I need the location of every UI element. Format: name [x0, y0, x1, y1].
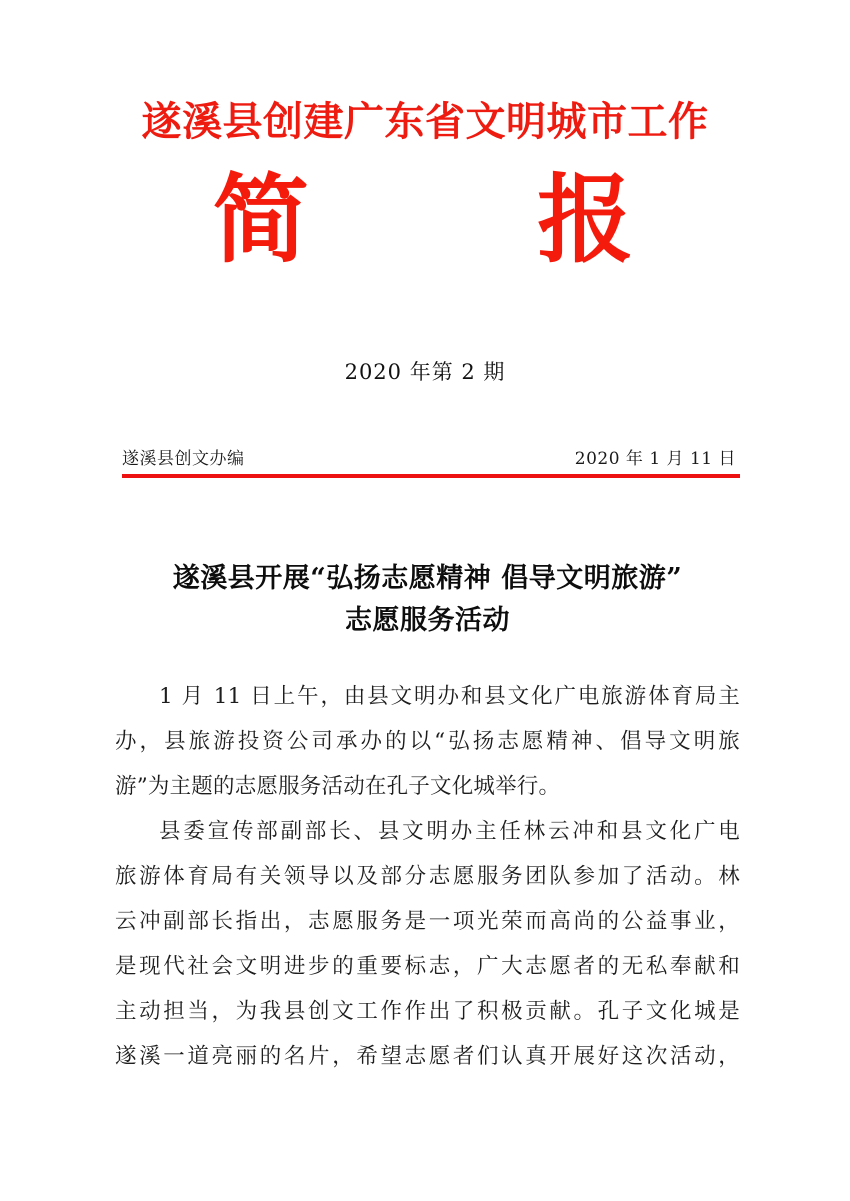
paragraph-line: 旅游体育局有关领导以及部分志愿服务团队参加了活动。林 — [115, 864, 740, 890]
article-paragraph — [115, 809, 740, 1079]
masthead-wordmark: 简 报 — [212, 163, 638, 276]
issue-label: 2020 年第 2 期 — [344, 360, 506, 384]
paragraph-line: 主动担当，为我县创文工作作出了积极贡献。孔子文化城是 — [115, 999, 740, 1025]
article-headline-line: 志愿服务活动 — [345, 605, 510, 637]
imprint-row — [122, 447, 740, 471]
article-body — [115, 674, 740, 1079]
article-paragraph — [115, 674, 740, 809]
paragraph-line: 遂溪一道亮丽的名片，希望志愿者们认真开展好这次活动， — [115, 1044, 740, 1070]
paragraph-line: 1 月 11 日上午，由县文明办和县文化广电旅游体育局主 — [159, 684, 740, 710]
paragraph-line: 云冲副部长指出，志愿服务是一项光荣而高尚的公益事业， — [115, 909, 740, 935]
paragraph-line: 办，县旅游投资公司承办的以“弘扬志愿精神、倡导文明旅 — [115, 729, 740, 755]
paragraph-line: 县委宣传部副部长、县文明办主任林云冲和县文化广电 — [159, 819, 740, 845]
paragraph-line: 是现代社会文明进步的重要标志，广大志愿者的无私奉献和 — [115, 954, 740, 980]
paragraph-line: 游”为主题的志愿服务活动在孔子文化城举行。 — [115, 774, 561, 800]
header-divider-rule — [122, 474, 740, 478]
masthead — [0, 96, 850, 276]
article — [115, 540, 740, 1079]
masthead-organization-title: 遂溪县创建广东省文明城市工作 — [141, 99, 709, 145]
imprint-editor: 遂溪县创文办编 — [122, 449, 245, 469]
article-headline — [115, 558, 740, 642]
article-headline-line: 遂溪县开展“弘扬志愿精神 倡导文明旅游” — [172, 563, 683, 595]
imprint-date: 2020 年 1 月 11 日 — [574, 449, 736, 469]
